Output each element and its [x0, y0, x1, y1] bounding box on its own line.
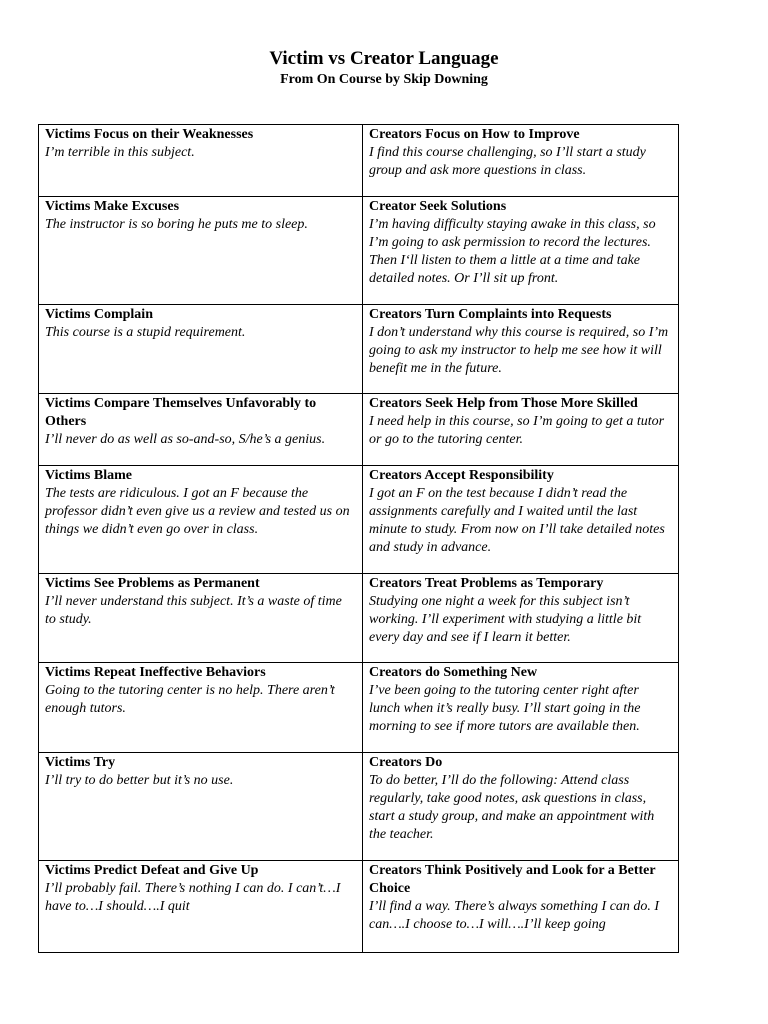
creator-cell: [363, 574, 679, 663]
creator-heading: Creators Accept Responsibility: [369, 468, 554, 483]
creator-cell: [363, 753, 679, 861]
creator-cell: [363, 305, 679, 394]
victim-cell: [39, 394, 363, 466]
table-row: [39, 753, 679, 861]
creator-heading: Creators Seek Help from Those More Skilled: [369, 396, 638, 411]
creator-example: I need help in this course, so I’m going to get a tutor or go to the tutoring center.: [369, 414, 665, 447]
document-subtitle: From On Course by Skip Downing: [280, 72, 488, 87]
creator-cell: [363, 125, 679, 197]
victim-cell: [39, 466, 363, 574]
victim-cell: [39, 305, 363, 394]
creator-heading: Creators Focus on How to Improve: [369, 127, 580, 142]
creator-example: Studying one night a week for this subject isn’t working. I’ll experiment with studying a little bit every day and see if I learn it better.: [369, 594, 642, 645]
creator-cell: [363, 394, 679, 466]
victim-example: Going to the tutoring center is no help. There aren’t enough tutors.: [45, 683, 335, 716]
creator-heading: Creator Seek Solutions: [369, 199, 507, 214]
victim-example: This course is a stupid requirement.: [45, 325, 246, 340]
victim-heading: Victims Focus on their Weaknesses: [45, 127, 254, 142]
document-title: Victim vs Creator Language: [269, 48, 499, 69]
creator-example: I’m having difficulty staying awake in this class, so I’m going to ask permission to record the lectures. Then I‘ll listen to them a little at a time and take detailed notes. Or I’ll sit up front.: [369, 217, 656, 286]
table-row: [39, 663, 679, 753]
language-comparison-table: [38, 124, 679, 953]
creator-heading: Creators Do: [369, 755, 443, 770]
creator-cell: [363, 197, 679, 305]
creator-heading: Creators Turn Complaints into Requests: [369, 307, 612, 322]
victim-heading: Victims Compare Themselves Unfavorably to Others: [45, 396, 317, 429]
victim-heading: Victims Blame: [45, 468, 132, 483]
table-row: [39, 305, 679, 394]
victim-example: I’ll never do as well as so-and-so, S/he’s a genius.: [45, 432, 326, 447]
victim-example: I’ll try to do better but it’s no use.: [45, 773, 234, 788]
victim-example: The instructor is so boring he puts me to sleep.: [45, 217, 308, 232]
creator-example: I got an F on the test because I didn’t read the assignments carefully and I waited until the last minute to study. From now on I’ll take detailed notes and study in advance.: [369, 486, 665, 555]
victim-cell: [39, 574, 363, 663]
victim-heading: Victims Try: [45, 755, 116, 770]
table-row: [39, 125, 679, 197]
victim-example: I’m terrible in this subject.: [45, 145, 195, 160]
victim-cell: [39, 125, 363, 197]
creator-example: I find this course challenging, so I’ll start a study group and ask more questions in class.: [369, 145, 646, 178]
creator-example: I’ll find a way. There’s always something I can do. I can….I choose to…I will….I’ll keep going: [369, 899, 660, 932]
table-row: [39, 466, 679, 574]
creator-example: To do better, I’ll do the following: Attend class regularly, take good notes, ask questions in class, start a study group, and make an appointment with the teacher.: [369, 773, 655, 842]
victim-heading: Victims Make Excuses: [45, 199, 180, 214]
table-row: [39, 574, 679, 663]
victim-cell: [39, 861, 363, 953]
creator-example: I’ve been going to the tutoring center right after lunch when it’s really busy. I’ll start going in the morning to see if more tutors are available then.: [369, 683, 641, 734]
table-row: [39, 197, 679, 305]
creator-heading: Creators Think Positively and Look for a Better Choice: [369, 863, 656, 896]
creator-heading: Creators do Something New: [369, 665, 538, 680]
table-row: [39, 394, 679, 466]
victim-heading: Victims See Problems as Permanent: [45, 576, 260, 591]
creator-cell: [363, 861, 679, 953]
victim-cell: [39, 197, 363, 305]
victim-example: I’ll probably fail. There’s nothing I can do. I can’t…I have to…I should….I quit: [45, 881, 341, 914]
creator-heading: Creators Treat Problems as Temporary: [369, 576, 604, 591]
creator-cell: [363, 663, 679, 753]
creator-example: I don’t understand why this course is required, so I’m going to ask my instructor to help me see how it will benefit me in the future.: [369, 325, 669, 376]
table-row: [39, 861, 679, 953]
victim-example: The tests are ridiculous. I got an F because the professor didn’t even give us a review and tested us on things we didn’t even go over in class.: [45, 486, 350, 537]
victim-cell: [39, 663, 363, 753]
victim-heading: Victims Predict Defeat and Give Up: [45, 863, 259, 878]
victim-cell: [39, 753, 363, 861]
victim-heading: Victims Complain: [45, 307, 153, 322]
creator-cell: [363, 466, 679, 574]
victim-heading: Victims Repeat Ineffective Behaviors: [45, 665, 266, 680]
victim-example: I’ll never understand this subject. It’s a waste of time to study.: [45, 594, 342, 627]
